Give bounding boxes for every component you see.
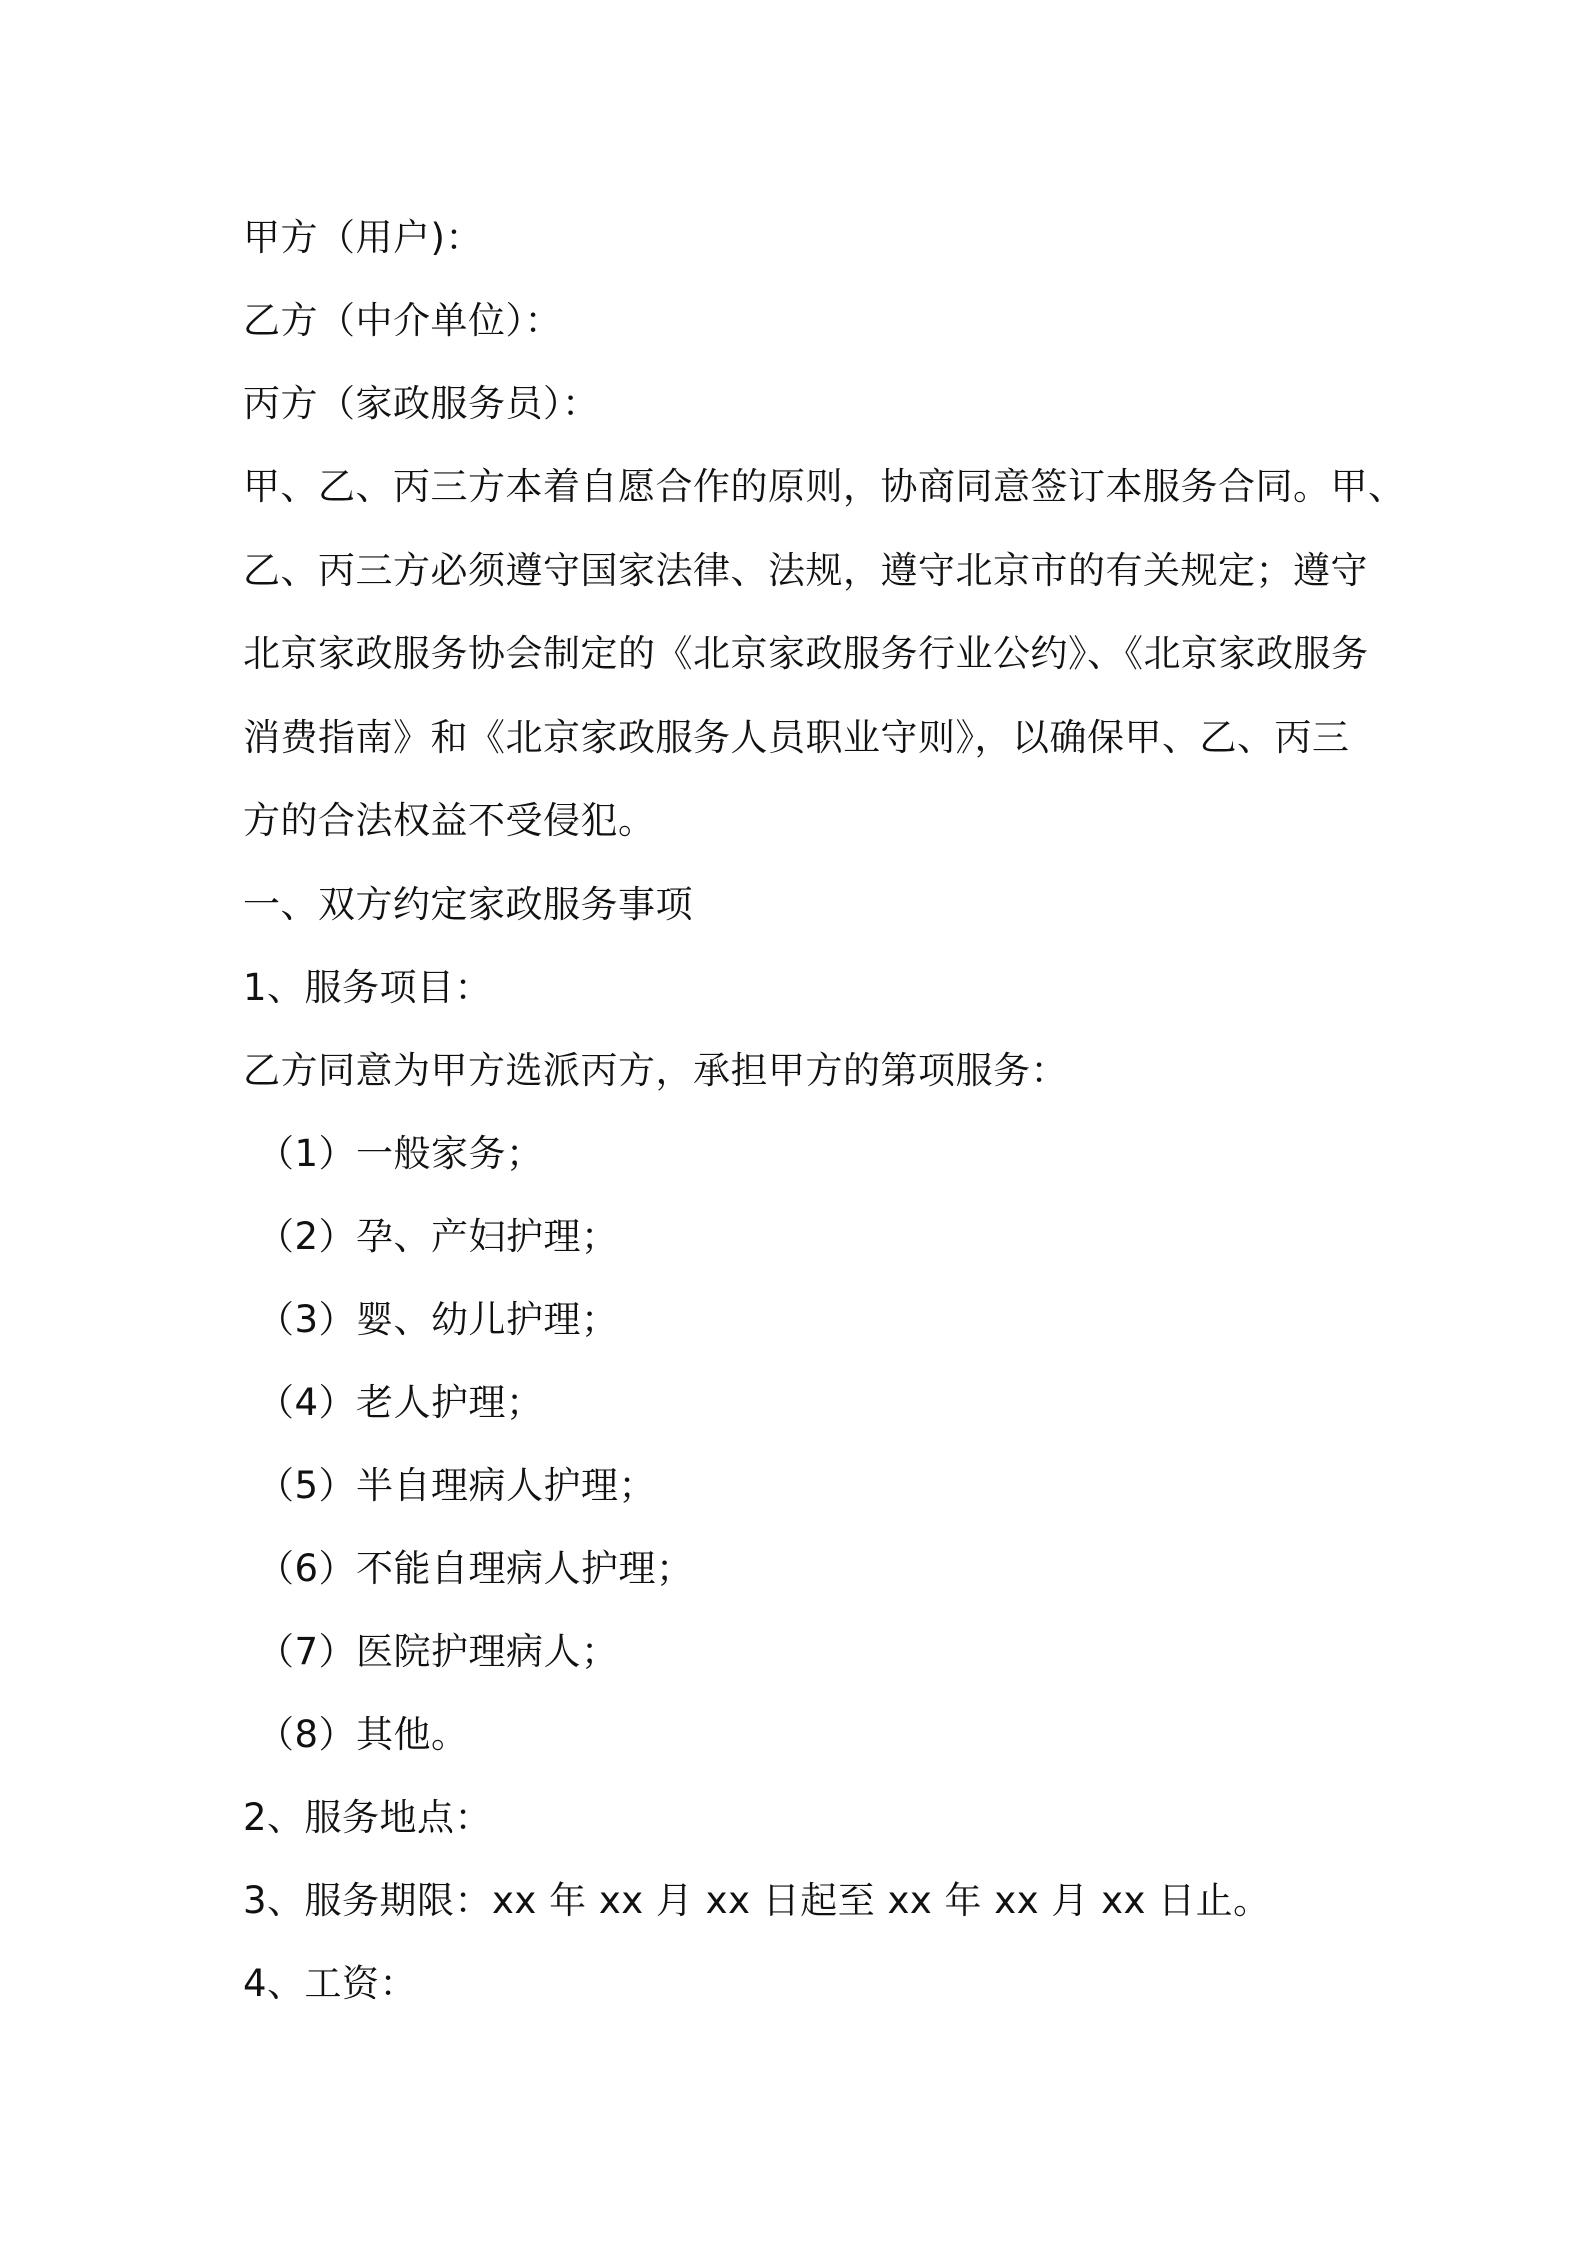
service-list-item: （4）老人护理； (257, 1380, 544, 1424)
service-location-line: 2、服务地点： (243, 1795, 493, 1839)
intro-line: 方的合法权益不受侵犯。 (243, 799, 656, 842)
section-heading: 一、双方约定家政服务事项 (243, 882, 693, 926)
service-list-item: （8）其他。 (257, 1712, 469, 1756)
party-a-line: 甲方（用户)： (243, 216, 483, 259)
service-list-item: （1）一般家务； (257, 1131, 544, 1175)
document-body (243, 196, 1406, 2025)
intro-line: 北京家政服务协会制定的《北京家政服务行业公约》、《北京家政服务 (243, 632, 1369, 675)
service-period-line: 3、服务期限：xx 年 xx 月 xx 日起至 xx 年 xx 月 xx 日止。 (243, 1878, 1271, 1922)
service-items-label: 1、服务项目： (243, 965, 493, 1009)
service-list-item: （6）不能自理病人护理； (257, 1546, 694, 1590)
service-list-item: （7）医院护理病人； (257, 1629, 619, 1673)
intro-line: 甲、乙、丙三方本着自愿合作的原则，协商同意签订本服务合同。甲、 (243, 465, 1406, 508)
intro-paragraph (243, 445, 1406, 863)
party-c-line: 丙方（家政服务员）： (243, 382, 600, 425)
wage-line: 4、工资： (243, 1961, 418, 2005)
intro-line: 乙、丙三方必须遵守国家法律、法规，遵守北京市的有关规定；遵守 (243, 548, 1368, 592)
service-list-item: （3）婴、幼儿护理； (257, 1297, 619, 1341)
service-list-item: （5）半自理病人护理； (257, 1463, 657, 1507)
service-list (243, 1112, 1353, 1776)
service-items-description: 乙方同意为甲方选派丙方，承担甲方的第项服务： (243, 1048, 1068, 1092)
intro-line: 消费指南》和《北京家政服务人员职业守则》，以确保甲、乙、丙三 (243, 715, 1350, 759)
service-list-item: （2）孕、产妇护理； (257, 1214, 619, 1258)
party-b-line: 乙方（中介单位）： (243, 299, 562, 342)
